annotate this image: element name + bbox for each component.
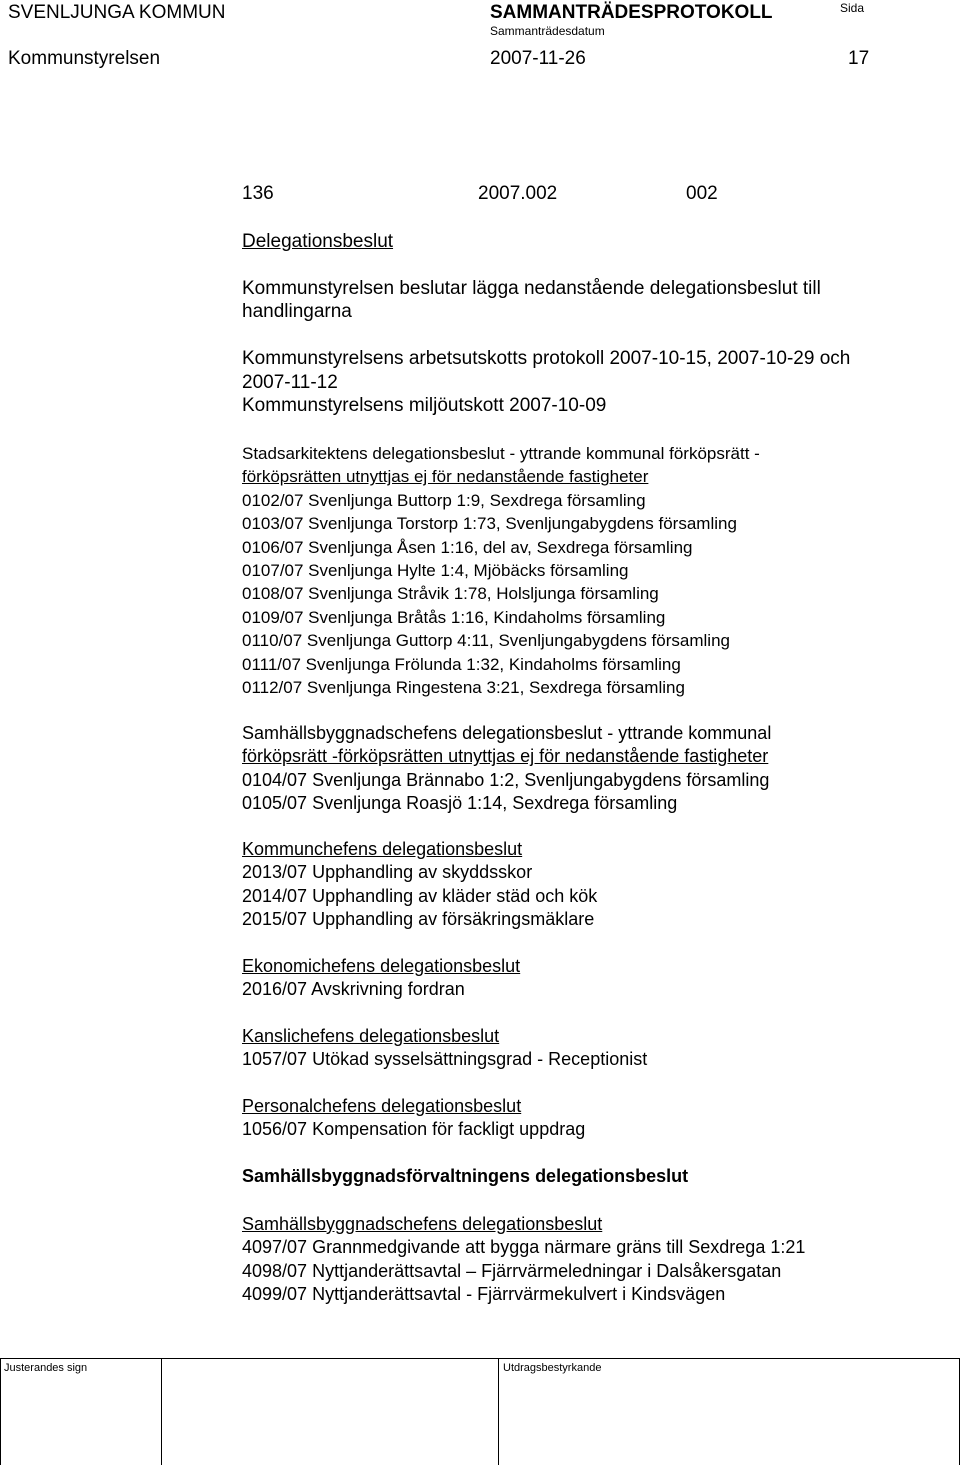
list-item: 0105/07 Svenljunga Roasjö 1:14, Sexdrega församling	[242, 793, 678, 814]
personalchef-section	[242, 1095, 585, 1142]
list-item: 0104/07 Svenljunga Brännabo 1:2, Svenljungabygdens församling	[242, 769, 770, 790]
list-item: 4097/07 Grannmedgivande att bygga närmare gräns till Sexdrega 1:21	[242, 1237, 806, 1258]
section-heading: Kanslichefens delegationsbeslut	[242, 1026, 500, 1046]
list-item: 2016/07 Avskrivning fordran	[242, 979, 465, 1000]
case-number: 2007.002	[478, 183, 558, 204]
forvaltning-heading: Samhällsbyggnadsförvaltningens delegationsbeslut	[242, 1166, 689, 1186]
list-item: 1056/07 Kompensation för fackligt uppdrag	[242, 1119, 586, 1140]
section-heading-cont: förköpsrätten utnyttjas ej för nedanstående fastigheter	[242, 467, 649, 487]
extract-label: Utdragsbestyrkande	[503, 1362, 602, 1374]
decision-text: Kommunstyrelsen beslutar lägga nedanstående delegationsbeslut till handlingarna	[242, 278, 821, 322]
section-heading: Samhällsbyggnadschefens delegationsbeslut - yttrande kommunal	[242, 723, 772, 743]
list-item: 4099/07 Nyttjanderättsavtal - Fjärrvärmekulvert i Kindsvägen	[242, 1284, 726, 1305]
footer-divider-1	[161, 1358, 162, 1465]
section-heading: Kommunchefens delegationsbeslut	[242, 839, 523, 859]
footer-left-rule	[0, 1358, 1, 1465]
document-type: SAMMANTRÄDESPROTOKOLL	[490, 2, 773, 23]
list-item: 0112/07 Svenljunga Ringestena 3:21, Sexdrega församling	[242, 678, 685, 698]
section-heading: Samhällsbyggnadschefens delegationsbeslut	[242, 1214, 603, 1234]
samhallsbyggnad2-section	[242, 1213, 805, 1307]
committee-name: Kommunstyrelsen	[8, 48, 161, 69]
list-item: 2013/07 Upphandling av skyddsskor	[242, 862, 533, 883]
ekonomichef-section	[242, 955, 520, 1002]
municipality-name: SVENLJUNGA KOMMUN	[8, 2, 226, 23]
meeting-date-label: Sammanträdesdatum	[490, 24, 605, 38]
list-item: 4098/07 Nyttjanderättsavtal – Fjärrvärmeledningar i Dalsåkersgatan	[242, 1260, 782, 1281]
section-heading: Ekonomichefens delegationsbeslut	[242, 956, 521, 976]
item-title: Delegationsbeslut	[242, 231, 394, 252]
list-item: 0107/07 Svenljunga Hylte 1:4, Mjöbäcks församling	[242, 561, 629, 581]
item-number: 136	[242, 183, 274, 204]
list-item: 0111/07 Svenljunga Frölunda 1:32, Kindaholms församling	[242, 654, 681, 674]
page-number: 17	[848, 48, 870, 69]
list-item: 2014/07 Upphandling av kläder städ och kök	[242, 885, 598, 906]
samhallsbyggnad-section	[242, 722, 846, 816]
stadsarkitekt-section	[242, 442, 892, 699]
list-item: 0103/07 Svenljunga Torstorp 1:73, Svenljungabygdens församling	[242, 514, 737, 534]
page-label: Sida	[840, 1, 865, 15]
footer-divider-2	[498, 1358, 499, 1465]
meeting-date: 2007-11-26	[490, 48, 586, 69]
list-item: 2015/07 Upphandling av försäkringsmäklare	[242, 909, 595, 930]
list-item: 1057/07 Utökad sysselsättningsgrad - Receptionist	[242, 1049, 648, 1070]
sign-label: Justerandes sign	[4, 1362, 88, 1374]
list-item: 0109/07 Svenljunga Bråtås 1:16, Kindaholms församling	[242, 607, 666, 627]
list-item: 0106/07 Svenljunga Åsen 1:16, del av, Sexdrega församling	[242, 537, 693, 557]
case-code: 002	[686, 183, 718, 204]
kommunchef-section	[242, 838, 597, 932]
list-item: 0110/07 Svenljunga Guttorp 4:11, Svenljungabygdens församling	[242, 631, 730, 651]
protocol-references: Kommunstyrelsens arbetsutskotts protokoll 2007-10-15, 2007-10-29 och 2007-11-12 Kommunstyrelsens miljöutskott 2007-10-09	[242, 348, 851, 416]
list-item: 0102/07 Svenljunga Buttorp 1:9, Sexdrega församling	[242, 490, 646, 510]
kanslichef-section	[242, 1025, 647, 1072]
section-heading: Personalchefens delegationsbeslut	[242, 1096, 522, 1116]
section-heading-cont: förköpsrätt -förköpsrätten utnyttjas ej för nedanstående fastigheter	[242, 746, 769, 767]
list-item: 0108/07 Svenljunga Stråvik 1:78, Holsljunga församling	[242, 584, 659, 604]
section-heading: Stadsarkitektens delegationsbeslut - yttrande kommunal förköpsrätt -	[242, 444, 760, 463]
footer-top-rule	[0, 1358, 960, 1359]
